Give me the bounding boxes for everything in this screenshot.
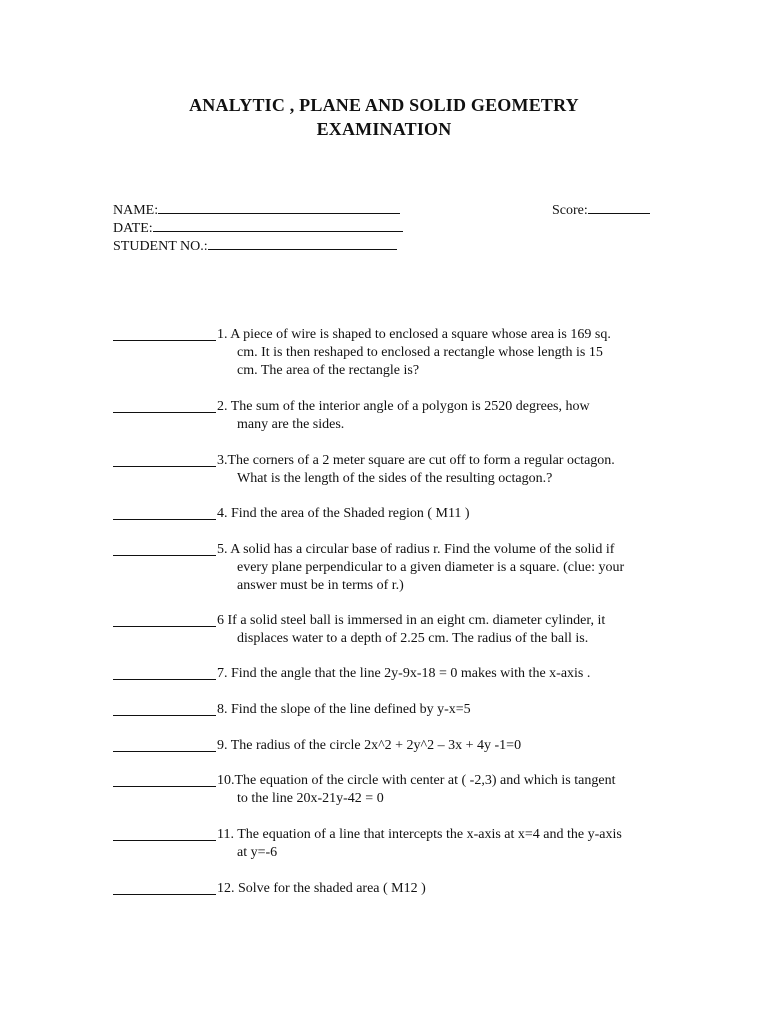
question-text: [217, 541, 661, 595]
question-line: 1. A piece of wire is shaped to enclosed a square whose area is 169 sq.: [217, 327, 611, 342]
answer-blank[interactable]: [113, 840, 216, 841]
answer-blank[interactable]: [113, 751, 216, 752]
question-line: cm. It is then reshaped to enclosed a rectangle whose length is 15: [237, 345, 603, 360]
question-text: [217, 701, 661, 719]
question-text: [217, 772, 661, 808]
question-text: [217, 452, 661, 488]
answer-blank[interactable]: [113, 679, 216, 680]
question-line: to the line 20x-21y-42 = 0: [237, 791, 384, 806]
question-line: 7. Find the angle that the line 2y-9x-18 = 0 makes with the x-axis .: [217, 666, 591, 681]
question-line: 3.The corners of a 2 meter square are cut off to form a regular octagon.: [217, 453, 615, 468]
question-text: [217, 880, 661, 898]
name-field: [113, 201, 400, 219]
question-line: 4. Find the area of the Shaded region ( M11 ): [217, 506, 470, 521]
question-text: [217, 505, 661, 523]
question-text: [217, 826, 661, 862]
date-field: [113, 219, 403, 237]
question-line: 6 If a solid steel ball is immersed in an eight cm. diameter cylinder, it: [217, 613, 606, 628]
question-text: [217, 326, 661, 380]
answer-blank[interactable]: [113, 786, 216, 787]
date-blank[interactable]: [153, 219, 403, 232]
question-line: cm. The area of the rectangle is?: [237, 363, 420, 378]
date-label: DATE:: [113, 221, 153, 236]
answer-blank[interactable]: [113, 340, 216, 341]
student-no-blank[interactable]: [208, 237, 397, 250]
score-field: [552, 201, 650, 219]
question-line: 2. The sum of the interior angle of a polygon is 2520 degrees, how: [217, 399, 590, 414]
answer-blank[interactable]: [113, 555, 216, 556]
question-text: [217, 612, 661, 648]
student-no-field: [113, 237, 397, 255]
question-line: many are the sides.: [237, 417, 345, 432]
name-label: NAME:: [113, 203, 159, 218]
question-text: [217, 398, 661, 434]
question-line: at y=-6: [237, 845, 278, 860]
question-line: What is the length of the sides of the resulting octagon.?: [237, 471, 553, 486]
question-line: 8. Find the slope of the line defined by y-x=5: [217, 702, 471, 717]
question-line: 9. The radius of the circle 2x^2 + 2y^2 – 3x + 4y -1=0: [217, 738, 522, 753]
question-line: 11. The equation of a line that intercepts the x-axis at x=4 and the y-axis: [217, 827, 622, 842]
student-no-label: STUDENT NO.:: [113, 239, 208, 254]
question-text: [217, 737, 661, 755]
score-label: Score:: [552, 203, 588, 218]
question-line: 12. Solve for the shaded area ( M12 ): [217, 881, 426, 896]
score-blank[interactable]: [588, 201, 650, 214]
answer-blank[interactable]: [113, 894, 216, 895]
answer-blank[interactable]: [113, 626, 216, 627]
answer-blank[interactable]: [113, 519, 216, 520]
exam-title-line-1: ANALYTIC , PLANE AND SOLID GEOMETRY: [189, 95, 579, 115]
answer-blank[interactable]: [113, 466, 216, 467]
question-line: answer must be in terms of r.): [237, 578, 404, 593]
exam-title-line-2: EXAMINATION: [316, 119, 452, 139]
question-line: 10.The equation of the circle with center at ( -2,3) and which is tangent: [217, 773, 616, 788]
question-text: [217, 665, 661, 683]
name-blank[interactable]: [158, 201, 400, 214]
question-line: every plane perpendicular to a given diameter is a square. (clue: your: [237, 560, 625, 575]
answer-blank[interactable]: [113, 715, 216, 716]
question-line: 5. A solid has a circular base of radius r. Find the volume of the solid if: [217, 542, 615, 557]
question-line: displaces water to a depth of 2.25 cm. The radius of the ball is.: [237, 631, 589, 646]
answer-blank[interactable]: [113, 412, 216, 413]
